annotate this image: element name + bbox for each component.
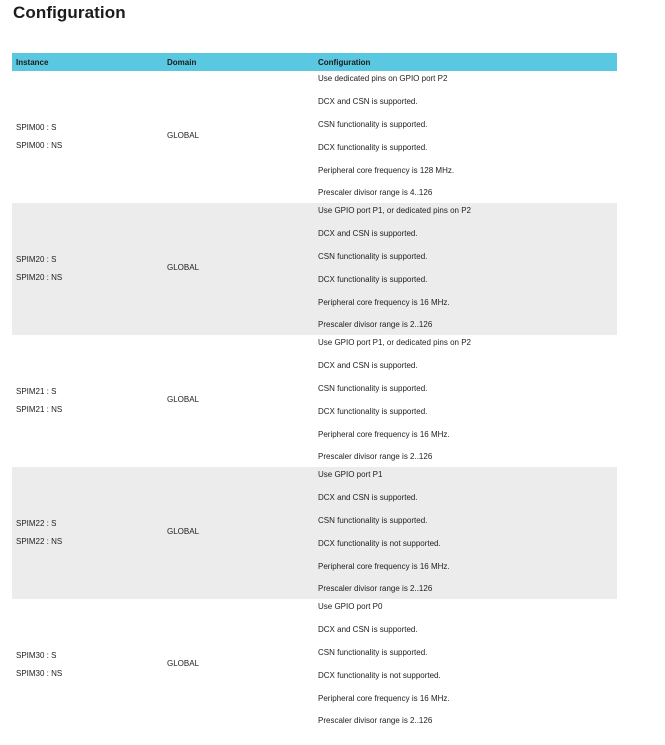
config-line: DCX and CSN is supported. (318, 624, 418, 634)
config-line: Use dedicated pins on GPIO port P2 (318, 74, 448, 83)
instance-cell (16, 519, 62, 555)
instance-cell (16, 255, 62, 291)
table-row-group-spim21 (12, 335, 617, 467)
header-instance: Instance (16, 58, 49, 67)
domain-cell: GLOBAL (167, 263, 200, 272)
table-header-row (12, 53, 617, 71)
config-line: Use GPIO port P1, or dedicated pins on P2 (318, 338, 471, 347)
config-line: Use GPIO port P1 (318, 470, 383, 479)
instance-secure: SPIM21 : S (16, 387, 57, 396)
configuration-cell (318, 74, 454, 211)
configuration-table (12, 53, 617, 731)
config-line: Use GPIO port P1, or dedicated pins on P2 (318, 206, 471, 215)
config-line: DCX functionality is supported. (318, 406, 428, 416)
header-domain: Domain (167, 58, 197, 67)
config-line: Peripheral core frequency is 16 MHz. (318, 429, 450, 439)
config-line: CSN functionality is supported. (318, 119, 428, 129)
domain-cell: GLOBAL (167, 659, 200, 668)
config-line: DCX and CSN is supported. (318, 360, 418, 370)
config-line: Use GPIO port P0 (318, 602, 383, 611)
config-line: CSN functionality is supported. (318, 647, 428, 657)
configuration-cell (318, 206, 471, 343)
instance-secure: SPIM00 : S (16, 123, 57, 132)
page-title: Configuration (13, 3, 126, 22)
instance-nonsecure: SPIM00 : NS (16, 141, 63, 150)
config-line: CSN functionality is supported. (318, 383, 428, 393)
config-line: DCX functionality is supported. (318, 274, 428, 284)
config-line: DCX functionality is not supported. (318, 538, 441, 548)
config-line: Peripheral core frequency is 128 MHz. (318, 165, 455, 175)
instance-cell (16, 387, 62, 423)
config-line: CSN functionality is supported. (318, 251, 428, 261)
config-line: DCX functionality is supported. (318, 142, 428, 152)
domain-cell: GLOBAL (167, 131, 200, 140)
config-line: Peripheral core frequency is 16 MHz. (318, 297, 450, 307)
instance-secure: SPIM30 : S (16, 651, 57, 660)
config-line: DCX and CSN is supported. (318, 228, 418, 238)
config-line: Prescaler divisor range is 2..126 (318, 716, 433, 726)
instance-nonsecure: SPIM21 : NS (16, 405, 63, 414)
table-row-group-spim20 (12, 203, 617, 335)
config-line: Prescaler divisor range is 2..126 (318, 452, 433, 462)
config-line: Peripheral core frequency is 16 MHz. (318, 561, 450, 571)
instance-nonsecure: SPIM20 : NS (16, 273, 63, 282)
instance-cell (16, 123, 62, 159)
table-row-group-spim30 (12, 599, 617, 731)
table-row-group-spim22 (12, 467, 617, 599)
domain-cell: GLOBAL (167, 527, 200, 536)
domain-cell: GLOBAL (167, 395, 200, 404)
configuration-cell (318, 338, 471, 475)
configuration-cell (318, 470, 450, 607)
instance-nonsecure: SPIM30 : NS (16, 669, 63, 678)
instance-cell (16, 651, 62, 687)
header-configuration: Configuration (318, 58, 371, 67)
config-line: DCX and CSN is supported. (318, 492, 418, 502)
config-line: Peripheral core frequency is 16 MHz. (318, 693, 450, 703)
instance-nonsecure: SPIM22 : NS (16, 537, 63, 546)
configuration-cell (318, 602, 450, 739)
config-line: Prescaler divisor range is 2..126 (318, 584, 433, 594)
instance-secure: SPIM22 : S (16, 519, 57, 528)
config-line: CSN functionality is supported. (318, 515, 428, 525)
config-line: DCX functionality is not supported. (318, 670, 441, 680)
config-line: DCX and CSN is supported. (318, 96, 418, 106)
config-line: Prescaler divisor range is 4..126 (318, 188, 433, 198)
config-line: Prescaler divisor range is 2..126 (318, 320, 433, 330)
table-row-group-spim00 (12, 71, 617, 203)
instance-secure: SPIM20 : S (16, 255, 57, 264)
